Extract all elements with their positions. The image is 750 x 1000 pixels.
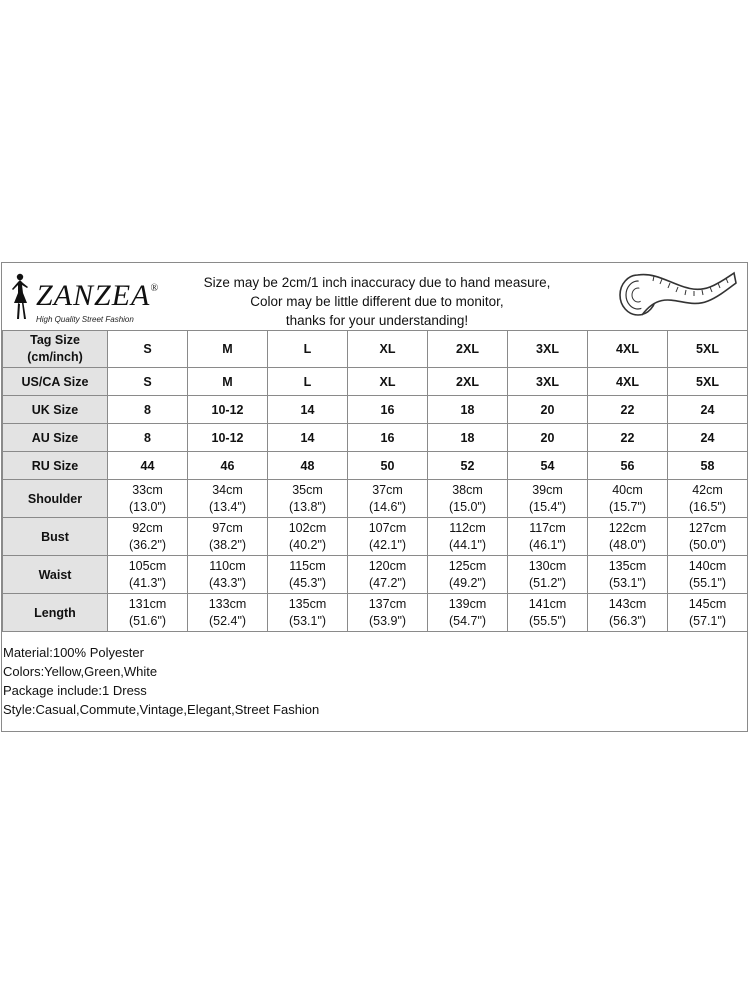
table-cell: 50 (348, 452, 428, 480)
table-cell: S (108, 368, 188, 396)
size-chart-sheet (1, 262, 748, 732)
cell-cm: 102cm (288, 520, 327, 535)
table-cell: 3XL (508, 368, 588, 396)
table-cell: M (188, 368, 268, 396)
cell-cm: 140cm (688, 558, 727, 573)
brand-tagline: High Quality Street Fashion (36, 315, 134, 324)
notice-line: Color may be little different due to monitor, (250, 294, 504, 309)
table-cell: 3XL (508, 331, 588, 368)
cell-cm: 145cm (688, 596, 727, 611)
table-cell: 10-12 (188, 424, 268, 452)
brand-logo (8, 271, 158, 326)
cell-inch: (44.1") (448, 537, 487, 552)
cell-cm: 135cm (288, 596, 327, 611)
cell-inch: (51.2") (528, 575, 567, 590)
cell-inch: (50.0") (688, 537, 727, 552)
cell-cm: 39cm (532, 482, 563, 497)
table-cell: 8 (108, 396, 188, 424)
cell-cm: 33cm (132, 482, 163, 497)
table-cell (588, 518, 668, 556)
table-cell (108, 518, 188, 556)
table-cell: 2XL (428, 368, 508, 396)
cell-cm: 97cm (212, 520, 243, 535)
cell-inch: (54.7") (448, 613, 487, 628)
fashion-model-silhouette-icon (8, 271, 34, 323)
cell-inch: (46.1") (528, 537, 567, 552)
table-cell: 22 (588, 424, 668, 452)
cell-inch: (16.5") (688, 499, 727, 514)
cell-cm: 38cm (452, 482, 483, 497)
table-cell: 52 (428, 452, 508, 480)
table-cell (108, 556, 188, 594)
table-cell (348, 556, 428, 594)
row-label: Length (3, 594, 108, 632)
cell-inch: (36.2") (128, 537, 167, 552)
table-cell: 4XL (588, 331, 668, 368)
table-cell (668, 480, 748, 518)
cell-cm: 110cm (209, 558, 246, 573)
table-cell: 48 (268, 452, 348, 480)
table-cell (428, 518, 508, 556)
table-row (3, 368, 748, 396)
table-cell (508, 594, 588, 632)
cell-cm: 122cm (608, 520, 647, 535)
cell-inch: (13.8") (288, 499, 327, 514)
cell-cm: 133cm (208, 596, 247, 611)
table-cell (188, 518, 268, 556)
cell-cm: 120cm (368, 558, 407, 573)
table-cell: 44 (108, 452, 188, 480)
cell-cm: 117cm (529, 520, 566, 535)
table-row (3, 480, 748, 518)
table-cell (588, 480, 668, 518)
table-cell (668, 518, 748, 556)
table-row (3, 518, 748, 556)
table-cell: 24 (668, 396, 748, 424)
cell-inch: (53.1") (608, 575, 647, 590)
table-cell: S (108, 331, 188, 368)
cell-inch: (55.5") (528, 613, 567, 628)
table-cell: 18 (428, 396, 508, 424)
cell-cm: 92cm (132, 520, 163, 535)
notice-line: Size may be 2cm/1 inch inaccuracy due to hand measure, (203, 275, 551, 290)
cell-cm: 139cm (448, 596, 487, 611)
table-cell (188, 594, 268, 632)
measuring-tape-icon (614, 267, 738, 329)
cell-inch: (57.1") (688, 613, 727, 628)
table-cell: 14 (268, 424, 348, 452)
cell-cm: 131cm (128, 596, 167, 611)
table-cell (348, 480, 428, 518)
style-text: Style:Casual,Commute,Vintage,Elegant,Street Fashion (3, 702, 320, 717)
table-cell: 16 (348, 396, 428, 424)
notice-line: thanks for your understanding! (285, 313, 469, 328)
cell-inch: (53.9") (368, 613, 407, 628)
cell-cm: 127cm (688, 520, 727, 535)
colors-text: Colors:Yellow,Green,White (3, 664, 158, 679)
table-cell (588, 556, 668, 594)
cell-inch: (45.3") (288, 575, 327, 590)
table-cell (508, 480, 588, 518)
cell-cm: 42cm (692, 482, 723, 497)
measurement-notice (182, 273, 572, 330)
cell-inch: (38.2") (208, 537, 247, 552)
cell-cm: 112cm (449, 520, 486, 535)
cell-cm: 37cm (372, 482, 403, 497)
cell-cm: 107cm (368, 520, 407, 535)
table-cell: 8 (108, 424, 188, 452)
row-label: Bust (3, 518, 108, 556)
table-cell: 20 (508, 424, 588, 452)
table-cell: 58 (668, 452, 748, 480)
table-cell: 4XL (588, 368, 668, 396)
table-cell: XL (348, 368, 428, 396)
table-cell (348, 518, 428, 556)
cell-inch: (14.6") (368, 499, 407, 514)
table-cell (108, 480, 188, 518)
table-cell: 22 (588, 396, 668, 424)
table-cell (508, 518, 588, 556)
cell-inch: (51.6") (128, 613, 167, 628)
row-label: Waist (3, 556, 108, 594)
cell-cm: 137cm (368, 596, 407, 611)
table-cell: M (188, 331, 268, 368)
table-cell (428, 480, 508, 518)
table-cell: 18 (428, 424, 508, 452)
table-row (3, 556, 748, 594)
table-cell (668, 556, 748, 594)
table-cell (268, 518, 348, 556)
table-row (3, 396, 748, 424)
cell-inch: (47.2") (368, 575, 407, 590)
table-row (3, 594, 748, 632)
row-label-line: (cm/inch) (27, 350, 83, 364)
table-cell (348, 594, 428, 632)
brand-name: ZANZEA® (36, 279, 159, 312)
table-cell: 14 (268, 396, 348, 424)
row-label: AU Size (3, 424, 108, 452)
cell-inch: (56.3") (608, 613, 647, 628)
package-text: Package include:1 Dress (3, 683, 147, 698)
table-cell (508, 556, 588, 594)
table-cell (268, 480, 348, 518)
table-cell (268, 594, 348, 632)
table-cell: 20 (508, 396, 588, 424)
table-cell (428, 594, 508, 632)
row-label (3, 331, 108, 368)
table-row (3, 452, 748, 480)
table-cell: 2XL (428, 331, 508, 368)
cell-inch: (53.1") (288, 613, 327, 628)
table-cell: 5XL (668, 331, 748, 368)
table-cell: 5XL (668, 368, 748, 396)
cell-inch: (13.0") (128, 499, 167, 514)
cell-cm: 125cm (448, 558, 487, 573)
material-text: Material:100% Polyester (3, 645, 144, 660)
table-cell: XL (348, 331, 428, 368)
row-label: US/CA Size (3, 368, 108, 396)
row-label: RU Size (3, 452, 108, 480)
table-cell (588, 594, 668, 632)
table-cell: 16 (348, 424, 428, 452)
cell-inch: (15.0") (448, 499, 487, 514)
table-row (3, 424, 748, 452)
table-cell: 10-12 (188, 396, 268, 424)
cell-inch: (55.1") (688, 575, 727, 590)
cell-cm: 34cm (212, 482, 243, 497)
chart-header (2, 263, 747, 331)
size-table (2, 330, 748, 632)
table-cell (668, 594, 748, 632)
table-cell: 54 (508, 452, 588, 480)
table-cell: 24 (668, 424, 748, 452)
cell-inch: (48.0") (608, 537, 647, 552)
cell-cm: 35cm (292, 482, 323, 497)
table-cell: L (268, 368, 348, 396)
cell-cm: 130cm (528, 558, 567, 573)
table-cell (108, 594, 188, 632)
cell-inch: (15.7") (608, 499, 647, 514)
table-cell (268, 556, 348, 594)
cell-inch: (49.2") (448, 575, 487, 590)
cell-inch: (13.4") (208, 499, 247, 514)
cell-inch: (52.4") (208, 613, 247, 628)
cell-inch: (41.3") (128, 575, 167, 590)
row-label: UK Size (3, 396, 108, 424)
table-cell (188, 480, 268, 518)
cell-inch: (43.3") (208, 575, 247, 590)
cell-cm: 135cm (608, 558, 647, 573)
cell-cm: 141cm (528, 596, 567, 611)
cell-inch: (40.2") (288, 537, 327, 552)
table-cell (188, 556, 268, 594)
cell-inch: (42.1") (368, 537, 407, 552)
table-cell: 56 (588, 452, 668, 480)
table-cell: 46 (188, 452, 268, 480)
cell-inch: (15.4") (528, 499, 567, 514)
product-info (2, 643, 319, 719)
table-row (3, 331, 748, 368)
table-cell (428, 556, 508, 594)
cell-cm: 105cm (128, 558, 167, 573)
cell-cm: 115cm (289, 558, 326, 573)
cell-cm: 40cm (612, 482, 643, 497)
cell-cm: 143cm (608, 596, 647, 611)
row-label: Shoulder (3, 480, 108, 518)
row-label-line: Tag Size (30, 333, 80, 347)
table-cell: L (268, 331, 348, 368)
